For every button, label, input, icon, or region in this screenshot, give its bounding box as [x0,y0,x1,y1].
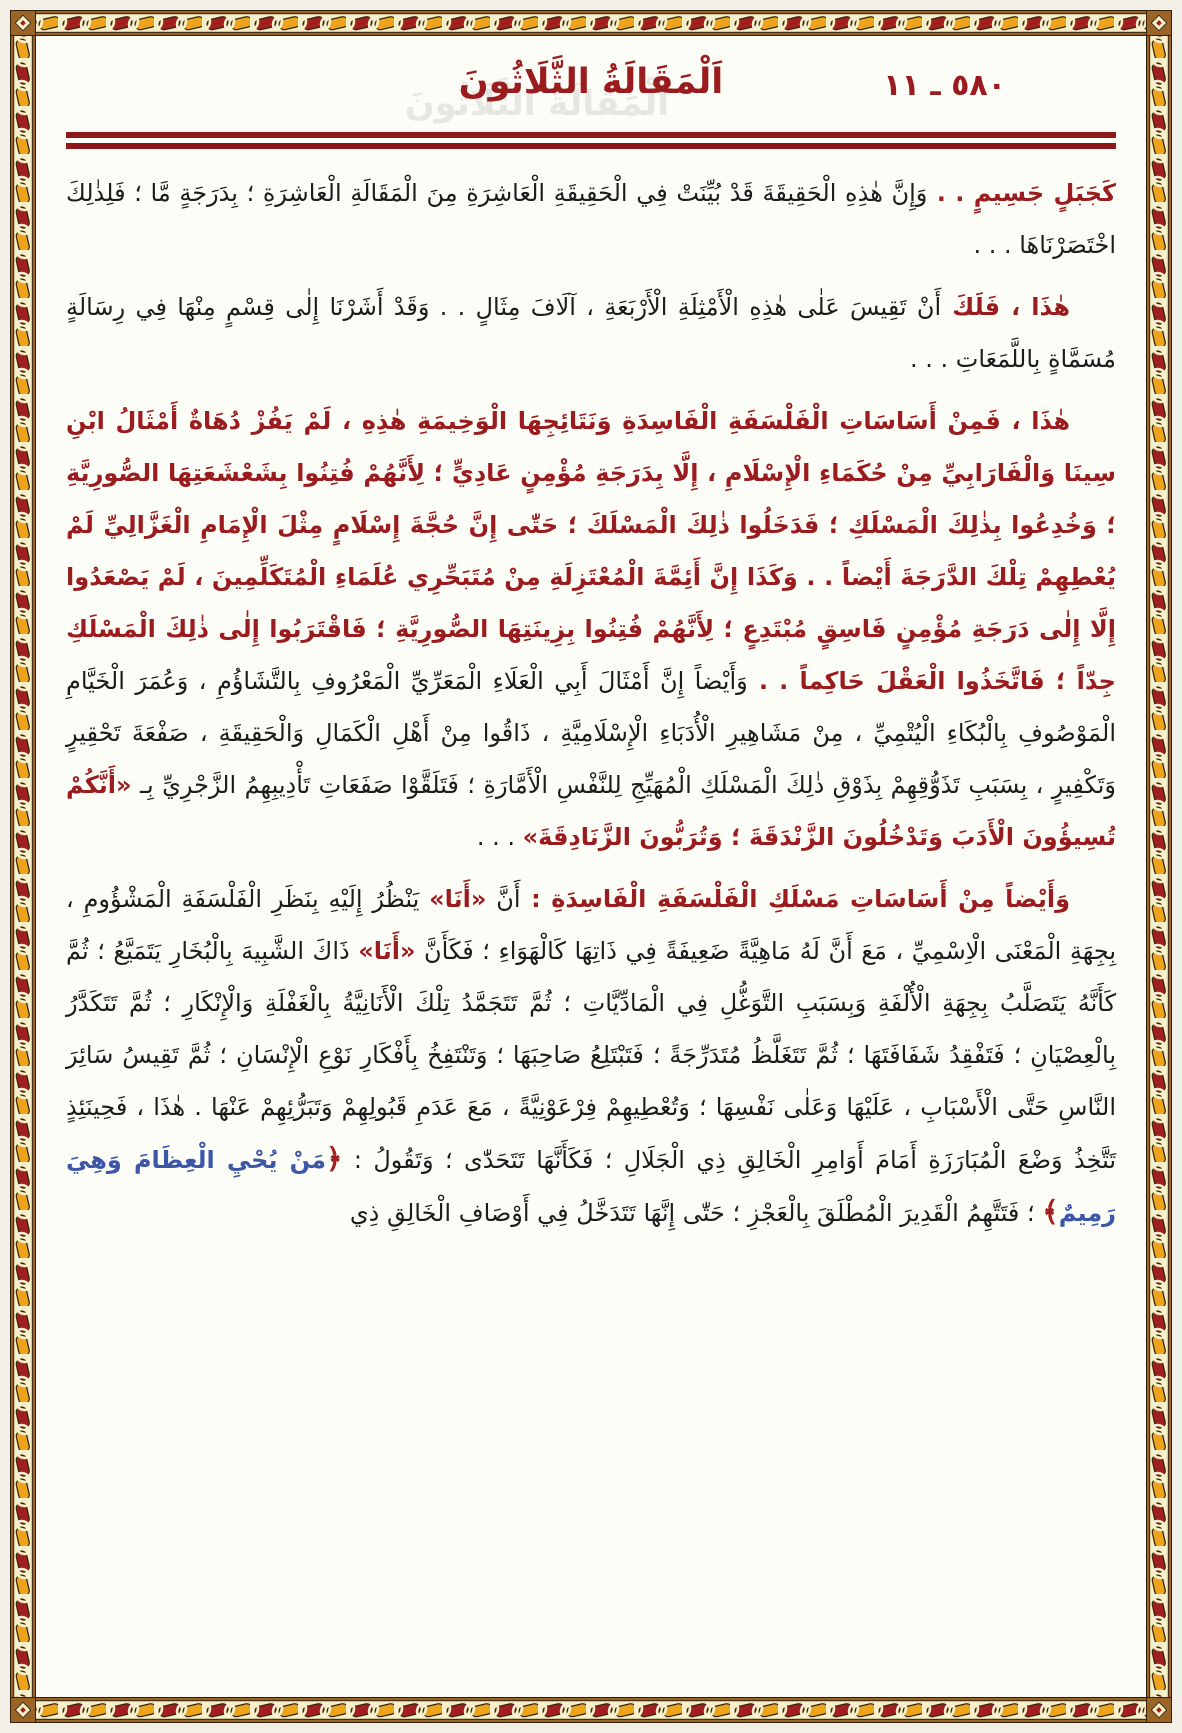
border-top-ornament [10,10,1172,36]
border-right-ornament [1146,10,1172,1723]
page-title: اَلْمَقَالَةُ الثَّلَاثُونَ [458,62,724,102]
body-paragraph [66,395,1116,863]
text-segment-red: كَجَبَلٍ جَسِيمٍ . . [927,179,1117,207]
text-segment-black: وَإِنَّ هٰذِهِ الْحَقِيقَةَ قَدْ بُيِّنَتْ فِي الْحَقِيقَةِ الْعَاشِرَةِ مِنَ الْمَقَالَةِ الْعَاشِرَةِ ؛ بِدَرَجَةٍ مَّا ؛ فَلِذٰلِكَ اخْتَصَرْنَاهَا . . . [66,179,1116,259]
text-segment-blue: مَنْ يُحْيِ الْعِظَامَ وَهِيَ رَمِيمٌ [66,1146,1116,1227]
text-segment-red: وَأَيْضاً مِنْ أَسَاسَاتِ مَسْلَكِ الْفَلْسَفَةِ الْفَاسِدَةِ : [520,885,1070,913]
text-segment-black: ؛ فَتَتَّهِمُ الْقَدِيرَ الْمُطْلَقَ بِالْعَجْزِ ؛ حَتّٰى إِنَّهَا تَتَدَخَّلُ فِي أَوْصَافِ الْخَالِقِ ذِي [349,1199,1043,1227]
text-segment-red: «أَنَا» [358,937,416,965]
body-paragraph [66,167,1116,271]
text-segment-red: هٰذَا ، فَمِنْ أَسَاسَاتِ الْفَلْسَفَةِ الْفَاسِدَةِ وَنَتَائِجِهَا الْوَخِيمَةِ هٰذِهِ ، لَمْ يَفُزْ دُهَاةٌ أَمْثَالُ ابْنِ سِينَا وَالْفَارَابِيِّ مِنْ حُكَمَاءِ الْإِسْلَامِ ، إِلَّا بِدَرَجَةِ مُؤْمِنٍ عَادِيٍّ ؛ لِأَنَّهُمْ فُتِنُوا بِشَعْشَعَتِهَا الصُّورِيَّةِ ؛ وَخُدِعُوا بِذٰلِكَ الْمَسْلَكِ ؛ فَدَخَلُوا ذٰلِكَ الْمَسْلَكَ ؛ حَتّٰى إِنَّ حُجَّةَ إِسْلَامٍ مِثْلَ الْإِمَامِ الْغَزَّالِيِّ لَمْ يُعْطِهِمْ تِلْكَ الدَّرَجَةَ أَيْضاً . . وَكَذَا إِنَّ أَئِمَّةَ الْمُعْتَزِلَةِ مِنْ مُتَبَحِّرِي عُلَمَاءِ الْمُتَكَلِّمِينَ ، لَمْ يَصْعَدُوا إِلَّا إِلٰى دَرَجَةِ مُؤْمِنٍ فَاسِقٍ مُبْتَدِعٍ ؛ لِأَنَّهُمْ فُتِنُوا بِزِينَتِهَا الصُّورِيَّةِ ؛ فَاقْتَرَبُوا إِلٰى ذٰلِكَ الْمَسْلَكِ جِدّاً ؛ فَاتَّخَذُوا الْعَقْلَ حَاكِماً . . [66,407,1116,695]
border-bottom-ornament [10,1697,1172,1723]
text-segment-black: يَنْظُرُ إِلَيْهِ بِنَظَرِ الْفَلْسَفَةِ الْمَشْؤُومِ ، بِجِهَةِ الْمَعْنَى الْاِسْمِيِّ ، مَعَ أَنَّ لَهُ مَاهِيَّةً ضَعِيفَةً فِي ذَاتِهَا كَالْهَوَاءِ ؛ فَكَأَنَّ [66,885,1117,965]
border-corner-bottom-left [10,1697,36,1723]
body-paragraph [66,873,1116,1239]
content-area [36,36,1146,1697]
text-segment-black: وَأَيْضاً إِنَّ أَمْثَالَ أَبِي الْعَلَاءِ الْمَعَرِّيِّ الْمَعْرُوفِ بِالتَّشَاؤُمِ ، وَعُمَرَ الْخَيَّامِ الْمَوْصُوفِ بِالْبُكَاءِ الْيُتْمِيِّ ، مِنْ مَشَاهِيرِ الْأُدَبَاءِ الْإِسْلَامِيَّةِ ، ذَاقُوا مِنْ أَهْلِ الْكَمَالِ وَالْحَقِيقَةِ ، صَفْعَةَ تَحْقِيرٍ وَتَكْفِيرٍ ، بِسَبَبِ تَذَوُّقِهِمْ بِذَوْقِ ذٰلِكَ الْمَسْلَكِ الْمُهَيِّجِ لِلنَّفْسِ الْأَمَّارَةِ ؛ فَتَلَقَّوْا صَفَعَاتِ تَأْدِيبِهِمُ الزَّجْرِيِّ بِـ [66,667,1116,799]
body-text [66,167,1116,1239]
border-corner-top-right [1146,10,1172,36]
text-segment-red: هٰذَا ، فَلَكَ [941,293,1070,321]
text-segment-black: . . . [476,823,523,851]
border-corner-bottom-right [1146,1697,1172,1723]
text-segment-black: أَنَّ [486,885,521,913]
border-corner-top-left [10,10,36,36]
page-number: ٥٨٠ ـ ١١ [883,68,1006,103]
body-paragraph [66,281,1116,385]
header-divider [66,132,1116,149]
text-segment-black: أَنْ تَقِيسَ عَلٰى هٰذِهِ الْأَمْثِلَةِ الْأَرْبَعَةِ ، آلَافَ مِثَالٍ . . وَقَدْ أَشَرْنَا إِلٰى قِسْمٍ مِنْهَا فِي رِسَالَةٍ مُسَمَّاةٍ بِاللَّمَعَاتِ . . . [66,293,1116,373]
text-segment-red: «أَنَّكُمْ تُسِيؤُونَ الْأَدَبَ وَتَدْخُلُونَ الزَّنْدَقَةَ ؛ وَتُرَبُّونَ الزَّنَادِقَةَ» [66,771,1116,851]
page-header [66,60,1116,126]
text-segment-black: ذَاكَ الشَّبِيهَ بِالْبُخَارِ يَتَمَيَّعُ ؛ ثُمَّ كَأَنَّهُ يَتَصَلَّبُ بِجِهَةِ الْأُلْفَةِ وَبِسَبَبِ التَّوَغُّلِ فِي الْمَادِّيَّاتِ ؛ ثُمَّ تَتَجَمَّدُ تِلْكَ الْأَنَانِيَّةُ بِالْغَفْلَةِ وَالْإِنْكَارِ ؛ ثُمَّ تَتَكَدَّرُ بِالْعِصْيَانِ ؛ فَتَفْقِدُ شَفَافَتَهَا ؛ ثُمَّ تَتَغَلَّظُ مُتَدَرِّجَةً ؛ فَتَبْتَلِعُ صَاحِبَهَا ؛ وَتَنْتَفِخُ بِأَفْكَارِ نَوْعِ الْإِنْسَانِ ؛ ثُمَّ تَقِيسُ سَائِرَ النَّاسِ حَتَّى الْأَسْبَابِ ، عَلَيْهَا وَعَلٰى نَفْسِهَا ؛ وَتُعْطِيهِمْ فِرْعَوْنِيَّةً ، مَعَ عَدَمِ قَبُولِهِمْ وَتَبَرُّئِهِمْ عَنْهَا . هٰذَا ، فَحِينَئِذٍ تَتَّخِذُ وَضْعَ الْمُبَارَزَةِ أَمَامَ أَوَامِرِ الْخَالِقِ ذِي الْجَلَالِ ؛ فَكَأَنَّهَا تَتَحَدّٰى ؛ وَتَقُولُ : [66,937,1117,1174]
border-left-ornament [10,10,36,1723]
quran-bracket-icon: ﴿ [326,1142,343,1175]
quran-bracket-icon: ﴾ [1042,1195,1059,1228]
text-segment-red: «أَنَا» [429,885,487,913]
